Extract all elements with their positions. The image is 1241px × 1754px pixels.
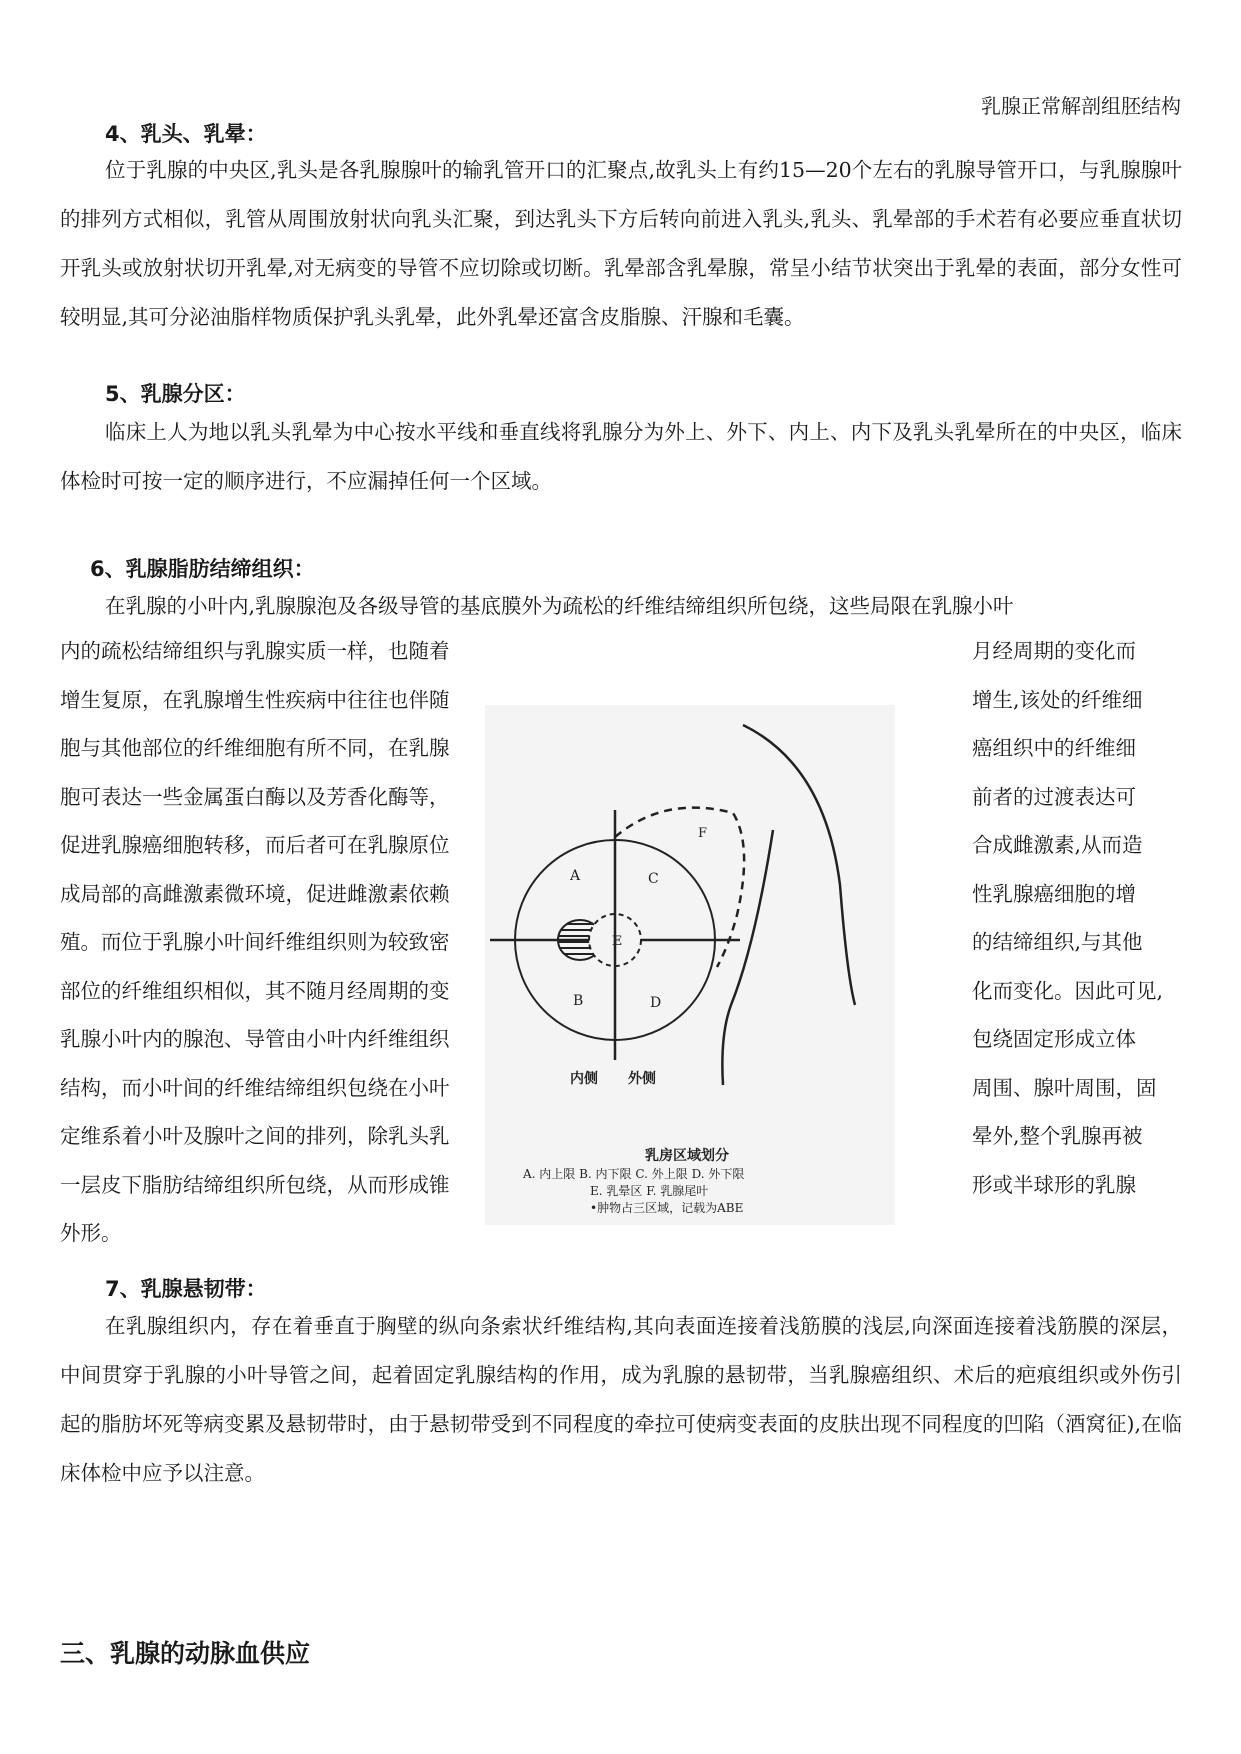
medial-label: 内侧 — [570, 1071, 598, 1087]
heading-nipple-areola: 4、乳头、乳晕： — [105, 122, 267, 146]
running-header: 乳腺正常解剖组胚结构 — [981, 94, 1181, 118]
zone-label-e: E — [612, 934, 622, 949]
text-line: 化而变化。因此可见, — [972, 978, 1164, 1003]
figure-legend-line2: E. 乳晕区 F. 乳腺尾叶 — [590, 1184, 709, 1198]
text-line: 胞可表达一些金属蛋白酶以及芳香化酶等， — [60, 784, 450, 809]
text-line: 前者的过渡表达可 — [972, 784, 1136, 809]
breast-zone-figure — [485, 705, 895, 1225]
text-line: 殖。而位于乳腺小叶间纤维组织则为较致密 — [60, 930, 450, 954]
heading-breast-zones: 5、乳腺分区： — [105, 382, 246, 406]
text-line: 性乳腺癌细胞的增 — [972, 881, 1136, 906]
heading-suspensory-ligament: 7、乳腺悬韧带： — [105, 1277, 267, 1301]
body-outline — [722, 830, 773, 1085]
text-line: 晕外,整个乳腺再被 — [972, 1124, 1143, 1148]
lateral-label: 外侧 — [628, 1071, 656, 1087]
paragraph-nipple-areola: 位于乳腺的中央区,乳头是各乳腺腺叶的输乳管开口的汇聚点,故乳头上有约15—20个左右的乳腺导管开口，与乳腺腺叶的排列方式相似，乳管从周围放射状向乳头汇聚，到达乳头下方后转向前进入乳头,乳头、乳晕部的手术若有必要应垂直状切开乳头或放射状切开乳晕,对无病变的导管不应切除或切断。乳晕部含乳晕腺，常呈小结节状突出于乳晕的表面，部分女性可较明显,其可分泌油脂样物质保护乳头乳晕，此外乳晕还富含皮脂腺、汗腺和毛囊。 — [60, 158, 1182, 329]
text-line: 形或半球形的乳腺 — [972, 1172, 1136, 1197]
text-line: 合成雌激素,从而造 — [972, 833, 1143, 857]
zone-label-a: A — [570, 868, 581, 884]
paragraph-breast-zones: 临床上人为地以乳头乳晕为中心按水平线和垂直线将乳腺分为外上、外下、内上、内下及乳头乳晕所在的中央区，临床体检时可按一定的顺序进行，不应漏掉任何一个区域。 — [60, 420, 1182, 493]
chest-outline — [743, 725, 855, 1005]
zone-label-c: C — [648, 871, 659, 887]
breast-zone-diagram — [485, 705, 895, 1225]
text-line: 周围、腺叶周围，固 — [972, 1075, 1157, 1100]
zone-label-d: D — [650, 995, 662, 1011]
text-line: 的结缔组织,与其他 — [972, 930, 1143, 954]
text-line: 包绕固定形成立体 — [972, 1027, 1136, 1051]
text-line: 内的疏松结缔组织与乳腺实质一样，也随着 — [60, 639, 450, 663]
text-line: 成局部的高雌激素微环境，促进雌激素依赖 — [60, 881, 450, 906]
figure-caption-title: 乳房区域划分 — [645, 1148, 729, 1164]
zone-label-b: B — [573, 993, 584, 1009]
text-line: 一层皮下脂肪结缔组织所包绕，从而形成锥 — [60, 1172, 450, 1197]
wrap-column-left — [60, 627, 520, 1209]
zone-label-f: F — [698, 826, 708, 841]
section-title-arterial-supply: 三、乳腺的动脉血供应 — [60, 1639, 311, 1668]
text-line: 促进乳腺癌细胞转移，而后者可在乳腺原位 — [60, 833, 450, 857]
heading-fat-connective-tissue: 6、乳腺脂肪结缔组织： — [90, 557, 315, 581]
figure-legend-line1: A. 内上限 B. 内下限 C. 外上限 D. 外下限 — [523, 1167, 745, 1181]
text-line: 增生复原，在乳腺增生性疾病中往往也伴随 — [60, 687, 450, 712]
paragraph-fat-tail: 外形。 — [60, 1221, 122, 1245]
text-line: 部位的纤维组织相似，其不随月经周期的变 — [60, 978, 450, 1003]
text-line: 胞与其他部位的纤维细胞有所不同，在乳腺 — [60, 736, 450, 760]
paragraph-fat-first-line: 在乳腺的小叶内,乳腺腺泡及各级导管的基底膜外为疏松的纤维结缔组织所包绕，这些局限在乳腺小叶 — [105, 594, 1014, 618]
text-line: 增生,该处的纤维细 — [972, 687, 1143, 712]
text-line: 癌组织中的纤维细 — [972, 736, 1136, 760]
paragraph-suspensory-ligament: 在乳腺组织内，存在着垂直于胸壁的纵向条索状纤维结构,其向表面连接着浅筋膜的浅层,向深面连接着浅筋膜的深层，中间贯穿于乳腺的小叶导管之间，起着固定乳腺结构的作用，成为乳腺的悬韧带，当乳腺癌组织、术后的疤痕组织或外伤引起的脂肪坏死等病变累及悬韧带时，由于悬韧带受到不同程度的牵拉可使病变表面的皮肤出现不同程度的凹陷（酒窝征),在临床体检中应予以注意。 — [60, 1314, 1182, 1485]
wrap-column-right — [972, 627, 1182, 1209]
figure-legend-line3: •肿物占三区域，记载为ABE — [590, 1201, 744, 1215]
text-line: 结构，而小叶间的纤维结缔组织包绕在小叶 — [60, 1075, 450, 1100]
text-line: 定维系着小叶及腺叶之间的排列，除乳头乳 — [60, 1124, 450, 1148]
text-line: 月经周期的变化而 — [972, 639, 1136, 663]
text-line: 乳腺小叶内的腺泡、导管由小叶内纤维组织 — [60, 1027, 450, 1051]
